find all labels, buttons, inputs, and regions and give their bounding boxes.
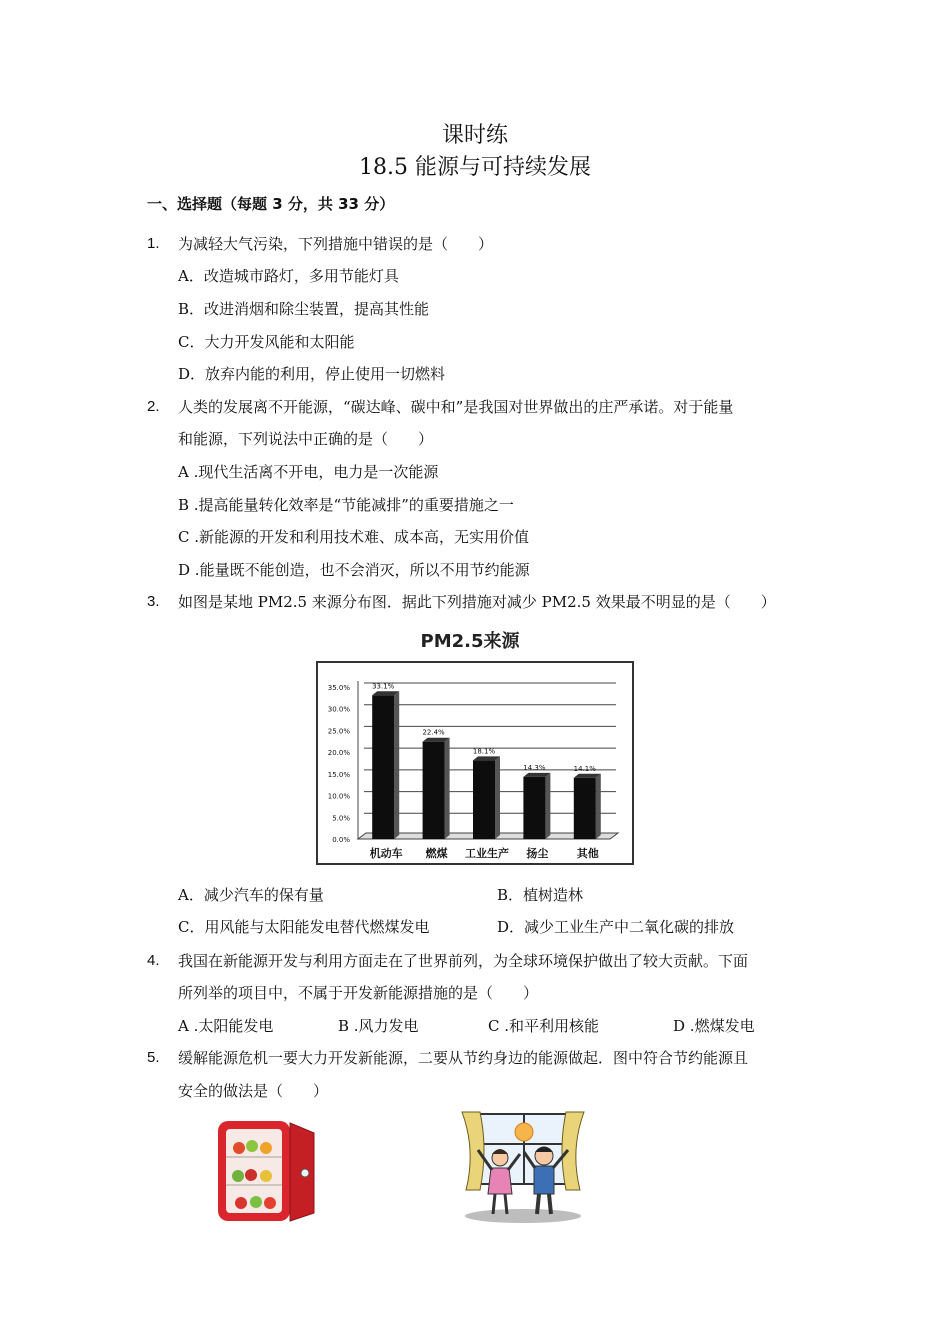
- question-stem-line-2: 所列举的项目中，不属于开发新能源措施的是（ ）: [178, 984, 539, 1002]
- bar-4: [523, 773, 550, 839]
- y-tick-label: 10.0%: [327, 792, 350, 801]
- option-a: A .现代生活离不开电，电力是一次能源: [178, 463, 439, 481]
- question-number: 2.: [147, 398, 160, 415]
- question-stem-line-1: 人类的发展离不开能源，“碳达峰、碳中和”是我国对世界做出的庄严承诺。对于能量: [178, 398, 734, 416]
- y-tick-label: 30.0%: [327, 705, 350, 714]
- bar-value-label: 22.4%: [422, 728, 445, 737]
- y-tick-label: 15.0%: [327, 770, 350, 779]
- question-number: 1.: [147, 235, 160, 252]
- y-tick-label: 35.0%: [327, 684, 350, 692]
- bar-value-label: 18.1%: [472, 747, 496, 756]
- x-category-label: 燃煤: [425, 847, 448, 860]
- bar-3: [473, 756, 500, 839]
- option-c: C．用风能与太阳能发电替代燃煤发电: [178, 918, 430, 936]
- x-category-label: 其他: [576, 847, 599, 860]
- bar-2: [423, 738, 450, 839]
- question-stem-line-2: 和能源，下列说法中正确的是（ ）: [178, 430, 434, 448]
- option-a: A．改造城市路灯，多用节能灯具: [178, 267, 399, 285]
- woman-body: [488, 1168, 512, 1194]
- option-b: B．改进消烟和除尘装置，提高其性能: [178, 300, 430, 318]
- curtain-left: [462, 1112, 484, 1190]
- option-d: D .燃煤发电: [673, 1017, 755, 1035]
- x-category-label: 工业生产: [465, 847, 509, 860]
- question-number: 3.: [147, 593, 160, 610]
- page-subtitle: 18.5 能源与可持续发展: [359, 155, 591, 180]
- question-stem-line-1: 缓解能源危机一要大力开发新能源，二要从节约身边的能源做起．图中符合节约能源且: [178, 1049, 749, 1067]
- bar-1: [372, 691, 399, 839]
- fridge-dial: [301, 1169, 309, 1177]
- option-d: D．减少工业生产中二氧化碳的排放: [497, 918, 735, 936]
- floor-shadow: [465, 1209, 581, 1223]
- y-tick-label: 5.0%: [332, 814, 350, 823]
- question-stem-line-2: 安全的做法是（ ）: [178, 1082, 329, 1100]
- bar-value-label: 14.3%: [523, 763, 546, 772]
- question-stem: 如图是某地 PM2.5 来源分布图．据此下列措施对减少 PM2.5 效果最不明显的是（ ）: [178, 593, 776, 611]
- section-heading: 一、选择题（每题 3 分，共 33 分）: [147, 195, 395, 213]
- option-a: A .太阳能发电: [178, 1017, 274, 1035]
- sun-icon: [515, 1123, 533, 1141]
- option-c: C .新能源的开发和利用技术难、成本高，无实用价值: [178, 528, 530, 546]
- question-number: 5.: [147, 1049, 160, 1066]
- x-category-label: 扬尘: [526, 847, 549, 860]
- question-stem-line-1: 我国在新能源开发与利用方面走在了世界前列，为全球环境保护做出了较大贡献。下面: [178, 952, 749, 970]
- y-tick-label: 20.0%: [327, 749, 350, 758]
- option-d: D .能量既不能创造，也不会消灭，所以不用节约能源: [178, 561, 530, 579]
- question-number: 4.: [147, 952, 160, 969]
- open-fridge-image: [214, 1115, 319, 1225]
- chart-title: PM2.5来源: [420, 631, 520, 652]
- couple-window-image: [458, 1110, 588, 1225]
- bar-value-label: 33.1%: [372, 682, 395, 691]
- question-stem: 为减轻大气污染，下列措施中错误的是（ ）: [178, 235, 494, 253]
- x-category-label: 机动车: [369, 847, 403, 860]
- option-c: C .和平利用核能: [488, 1017, 600, 1035]
- option-b: B .风力发电: [338, 1017, 419, 1035]
- man-body: [534, 1166, 554, 1194]
- option-b: B .提高能量转化效率是“节能减排”的重要措施之一: [178, 496, 514, 514]
- bar-value-label: 14.1%: [573, 764, 596, 773]
- option-a: A．减少汽车的保有量: [178, 886, 324, 904]
- option-b: B．植树造林: [497, 886, 584, 904]
- option-c: C．大力开发风能和太阳能: [178, 333, 355, 351]
- y-tick-label: 25.0%: [327, 727, 350, 736]
- page-title: 课时练: [441, 123, 508, 148]
- option-d: D．放弃内能的利用，停止使用一切燃料: [178, 365, 446, 383]
- pm25-bar-chart: [300, 625, 650, 870]
- y-tick-label: 0.0%: [332, 836, 350, 844]
- bar-5: [574, 774, 601, 839]
